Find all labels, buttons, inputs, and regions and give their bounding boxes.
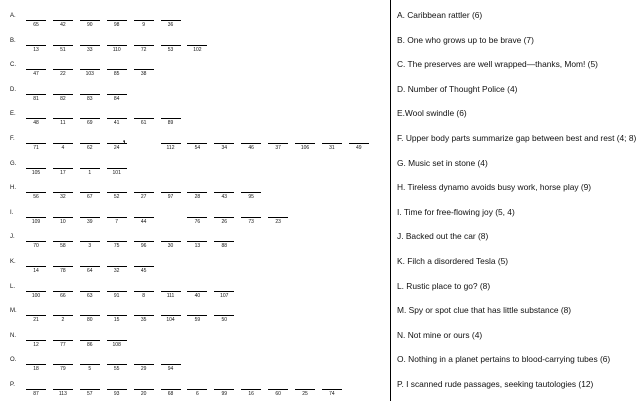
letter-blank[interactable] [161,389,181,400]
letter-blank[interactable] [241,192,261,203]
row-letter: E. [10,111,16,118]
blank-number: 87 [33,391,39,397]
answer-row [0,133,390,156]
blank-number: 102 [193,46,202,53]
blank-number: 31 [329,145,335,151]
letter-blank[interactable] [80,118,100,129]
blank-number: 55 [113,366,120,373]
answer-row [0,13,390,33]
row-letter: B. [10,37,16,44]
blank-number: 5 [88,366,92,373]
letter-blank[interactable] [53,266,73,277]
blank-number: 13 [33,46,39,53]
letter-blank[interactable] [53,118,73,129]
blank-number: 63 [87,292,93,299]
answer-row [0,62,390,82]
blank-number: 56 [33,194,39,201]
letter-blank[interactable] [134,291,154,302]
letter-blank[interactable] [214,315,234,326]
letter-blank[interactable] [107,217,127,228]
letter-blank[interactable] [53,364,73,375]
blank-number: 8 [142,292,145,299]
letter-blank[interactable] [80,168,100,179]
blank-number: 7 [115,218,119,225]
blank-number: 6 [196,391,199,397]
answer-row [0,210,390,230]
letter-blank[interactable] [80,241,100,252]
blank-number: 67 [87,194,93,201]
blank-number: 49 [356,145,362,151]
letter-blank[interactable] [26,192,46,203]
blank-number: 72 [140,46,147,53]
letter-blank[interactable] [295,389,315,400]
answer-row [0,357,390,377]
blank-number: 57 [87,391,93,397]
letter-blank[interactable] [134,389,154,400]
letter-blank[interactable] [107,340,127,351]
row-letter: M. [10,308,17,315]
blank-number: 89 [167,120,174,127]
letter-blank[interactable] [26,266,46,277]
blank-number: 105 [31,169,41,176]
letter-blank[interactable] [214,192,234,203]
letter-blank[interactable] [107,364,127,375]
letter-blank[interactable] [53,192,73,203]
letter-blank[interactable] [53,69,73,80]
letter-blank[interactable] [26,20,46,31]
letter-blank[interactable] [26,217,46,228]
blank-number: 71 [33,145,39,151]
blank-number: 11 [60,120,66,127]
blank-number: 65 [33,22,39,28]
answer-row [0,382,390,402]
letter-blank[interactable] [322,389,342,400]
blank-number: 85 [113,71,120,78]
letter-blank[interactable] [214,143,234,154]
blank-number: 15 [113,317,120,324]
blank-number: 79 [60,366,66,373]
clue-text: A. Caribbean rattler (6) [397,10,483,20]
blank-number: 39 [87,218,93,225]
letter-blank[interactable] [214,217,234,228]
letter-blank[interactable] [161,20,181,31]
blank-number: 108 [112,341,121,348]
letter-blank[interactable] [161,291,181,302]
blank-number: 74 [329,391,335,397]
blank-number: 35 [140,317,147,324]
letter-blank[interactable] [241,389,261,400]
blank-number: 73 [248,218,254,225]
blank-number: 24 [113,145,120,151]
letter-blank[interactable] [53,20,73,31]
letter-blank[interactable] [53,315,73,326]
letter-blank[interactable] [214,241,234,252]
clue-text: F. Upper body parts summarize gap between best and rest (4; 8) [397,133,637,143]
blank-number: 112 [166,145,175,151]
blank-number: 20 [140,391,147,397]
clue-text: E.Wool swindle (6) [397,108,467,119]
blank-number: 32 [60,194,66,201]
letter-blank[interactable] [80,94,100,105]
word-separator-comma: , [122,133,126,145]
letter-blank[interactable] [53,217,73,228]
blank-number: 9 [142,22,145,28]
blank-number: 2 [61,317,65,324]
letter-blank[interactable] [134,315,154,326]
letter-blank[interactable] [26,241,46,252]
row-letter: A. [10,13,16,19]
letter-blank[interactable] [134,118,154,129]
letter-blank[interactable] [187,143,207,154]
letter-blank[interactable] [107,69,127,80]
letter-blank[interactable] [161,364,181,375]
letter-blank[interactable] [80,192,100,203]
blank-number: 75 [113,243,120,250]
row-letter: K. [10,259,16,265]
letter-blank[interactable] [80,291,100,302]
letter-blank[interactable] [187,45,207,56]
blank-number: 104 [166,317,175,324]
letter-blank[interactable] [187,315,207,326]
blank-number: 103 [85,71,94,78]
clue-text: J. Backed out the car (8) [397,231,489,242]
answer-row [0,284,390,304]
row-letter: I. [10,209,14,216]
letter-blank[interactable] [26,69,46,80]
blank-number: 52 [113,194,120,201]
letter-blank[interactable] [53,94,73,105]
letter-blank[interactable] [349,143,369,154]
letter-blank[interactable] [161,315,181,326]
answer-row [0,333,390,353]
letter-blank[interactable] [322,143,342,154]
blank-number: 96 [140,243,147,250]
answer-row [0,161,390,181]
blank-number: 43 [221,194,228,201]
letter-blank[interactable] [107,291,127,302]
row-letter: F. [10,136,15,142]
blank-number: 100 [31,292,41,299]
blank-number: 29 [140,366,147,373]
letter-blank[interactable] [26,364,46,375]
letter-blank[interactable] [107,266,127,277]
clue-text: G. Music set in stone (4) [397,157,488,168]
row-letter: N. [10,332,16,339]
letter-blank[interactable] [26,315,46,326]
letter-blank[interactable] [187,241,207,252]
blank-number: 13 [194,243,201,250]
letter-blank[interactable] [80,266,100,277]
blank-number: 51 [60,46,66,53]
letter-blank[interactable] [134,45,154,56]
blank-number: 93 [113,391,120,397]
letter-blank[interactable] [80,340,100,351]
blank-number: 106 [300,145,310,151]
blank-number: 50 [221,317,228,324]
answer-row [0,38,390,58]
blank-number: 21 [33,317,39,324]
letter-blank[interactable] [53,241,73,252]
letter-blank[interactable] [53,291,73,302]
letter-blank[interactable] [80,20,100,31]
letter-blank[interactable] [161,45,181,56]
blank-number: 76 [194,218,201,225]
row-letter: C. [10,62,16,69]
blank-number: 47 [33,71,39,78]
clue-text: B. One who grows up to be brave (7) [397,34,534,45]
blank-number: 98 [113,22,120,28]
letter-blank[interactable] [107,94,127,105]
letter-blank[interactable] [80,364,100,375]
letter-blank[interactable] [80,143,100,154]
letter-blank[interactable] [187,217,207,228]
blank-number: 68 [167,391,174,397]
blank-number: 25 [302,391,308,397]
blank-number: 33 [87,46,93,53]
letter-blank[interactable] [80,217,100,228]
letter-blank[interactable] [53,143,73,154]
blank-number: 90 [87,22,93,28]
letter-blank[interactable] [134,192,154,203]
letter-blank[interactable] [80,389,100,400]
letter-blank[interactable] [134,266,154,277]
letter-blank[interactable] [26,389,46,400]
blank-number: 3 [88,243,92,250]
blank-number: 45 [140,268,147,274]
letter-blank[interactable] [26,340,46,351]
row-letter: H. [10,185,16,192]
blank-number: 18 [33,366,39,373]
blank-number: 1 [88,169,92,176]
blank-number: 101 [112,169,121,176]
letter-blank[interactable] [80,315,100,326]
blank-number: 28 [194,194,201,201]
letter-blank[interactable] [26,94,46,105]
clue-text: N. Not mine or ours (4) [397,329,483,340]
letter-blank[interactable] [161,118,181,129]
blank-number: 10 [60,218,66,225]
letter-blank[interactable] [53,168,73,179]
letter-blank[interactable] [268,217,288,228]
letter-blank[interactable] [134,217,154,228]
blank-number: 12 [33,341,39,348]
blank-number: 77 [60,341,66,348]
blank-number: 30 [167,243,174,250]
letter-blank[interactable] [107,389,127,400]
blank-number: 82 [60,95,66,102]
letter-blank[interactable] [134,364,154,375]
column-divider [390,0,391,401]
blank-number: 58 [60,243,66,250]
row-letter: P. [10,382,15,388]
blank-number: 86 [87,341,93,348]
letter-blank[interactable] [187,389,207,400]
blank-number: 23 [275,218,281,225]
letter-blank[interactable] [107,20,127,31]
clue-text: P. I scanned rude passages, seeking tautologies (12) [397,379,594,389]
letter-blank[interactable] [26,291,46,302]
letter-blank[interactable] [107,118,127,129]
answer-row [0,234,390,254]
blank-number: 88 [221,243,228,250]
letter-blank[interactable] [161,143,181,154]
letter-blank[interactable] [53,389,73,400]
blank-number: 62 [87,145,93,151]
letter-blank[interactable] [26,118,46,129]
letter-blank[interactable] [107,192,127,203]
blank-number: 84 [113,95,120,102]
row-letter: J. [10,234,15,241]
blank-number: 78 [60,268,66,274]
blank-number: 81 [33,95,39,102]
letter-blank[interactable] [107,315,127,326]
letter-blank[interactable] [53,340,73,351]
blank-number: 34 [221,145,228,151]
letter-blank[interactable] [214,291,234,302]
row-letter: O. [10,357,17,364]
blank-number: 27 [140,194,147,201]
blank-number: 97 [167,194,174,201]
blank-number: 60 [275,391,281,397]
letter-blank[interactable] [241,217,261,228]
row-letter: G. [10,160,17,167]
blank-number: 59 [194,317,201,324]
clue-text: L. Rustic place to go? (8) [397,280,491,291]
blank-number: 4 [61,145,65,151]
blank-number: 48 [33,120,39,127]
blank-number: 113 [58,391,67,397]
letter-blank[interactable] [187,192,207,203]
answer-row [0,308,390,328]
blank-number: 80 [87,317,93,324]
letter-blank[interactable] [80,45,100,56]
blank-number: 42 [60,22,66,28]
row-letter: D. [10,86,16,93]
letter-blank[interactable] [214,389,234,400]
blank-number: 26 [221,218,228,225]
clue-list [397,0,637,401]
blank-number: 32 [113,268,120,274]
answer-row [0,111,390,131]
letter-blank[interactable] [134,241,154,252]
letter-blank[interactable] [268,389,288,400]
clue-text: D. Number of Thought Police (4) [397,83,518,94]
clue-text: I. Time for free-flowing joy (5, 4) [397,206,515,217]
letter-blank[interactable] [107,241,127,252]
row-letter: L. [10,283,16,290]
blank-number: 94 [167,366,174,373]
clue-text: H. Tireless dynamo avoids busy work, horse play (9) [397,182,592,193]
blank-number: 53 [167,46,174,53]
blank-number: 40 [194,292,201,299]
blank-number: 95 [248,194,254,201]
letter-blank[interactable] [268,143,288,154]
letter-blank[interactable] [134,20,154,31]
blank-number: 109 [31,218,41,225]
blank-number: 69 [87,120,93,127]
letter-blank[interactable] [53,45,73,56]
blank-number: 61 [140,120,147,127]
blank-number: 46 [248,145,254,151]
letter-blank[interactable] [107,45,127,56]
letter-blank[interactable] [241,143,261,154]
blank-number: 16 [248,391,254,397]
letter-blank[interactable] [134,69,154,80]
blank-number: 44 [140,218,147,225]
blank-number: 110 [112,46,121,53]
letter-blank[interactable] [26,168,46,179]
blank-number: 54 [194,145,201,151]
blank-number: 66 [60,292,66,299]
blank-number: 37 [275,145,281,151]
clue-text: C. The preserves are well wrapped—thanks, Mom! (5) [397,59,598,70]
blank-number: 64 [87,268,93,274]
letter-blank[interactable] [80,69,100,80]
blank-number: 83 [87,95,93,102]
letter-blank[interactable] [107,168,127,179]
blank-number: 36 [167,22,174,28]
blank-number: 38 [140,71,147,78]
answer-row [0,87,390,107]
blank-number: 14 [33,268,39,274]
blank-number: 91 [113,292,120,299]
blank-number: 22 [60,71,66,78]
blank-number: 41 [113,120,120,127]
blank-number: 17 [60,169,66,176]
letter-blank[interactable] [26,143,46,154]
letter-blank[interactable] [26,45,46,56]
clue-text: O. Nothing in a planet pertains to blood-carrying tubes (6) [397,354,611,365]
letter-blank[interactable] [187,291,207,302]
letter-blank[interactable] [295,143,315,154]
clue-text: K. Filch a disordered Tesla (5) [397,256,509,266]
clue-text: M. Spy or spot clue that has little substance (8) [397,305,572,316]
letter-blank[interactable] [161,192,181,203]
blank-number: 111 [166,292,175,299]
answer-row [0,185,390,205]
blank-number: 70 [33,243,39,250]
blank-number: 107 [220,292,229,299]
blank-number: 99 [221,391,228,397]
letter-blank[interactable] [161,241,181,252]
answer-row [0,259,390,279]
